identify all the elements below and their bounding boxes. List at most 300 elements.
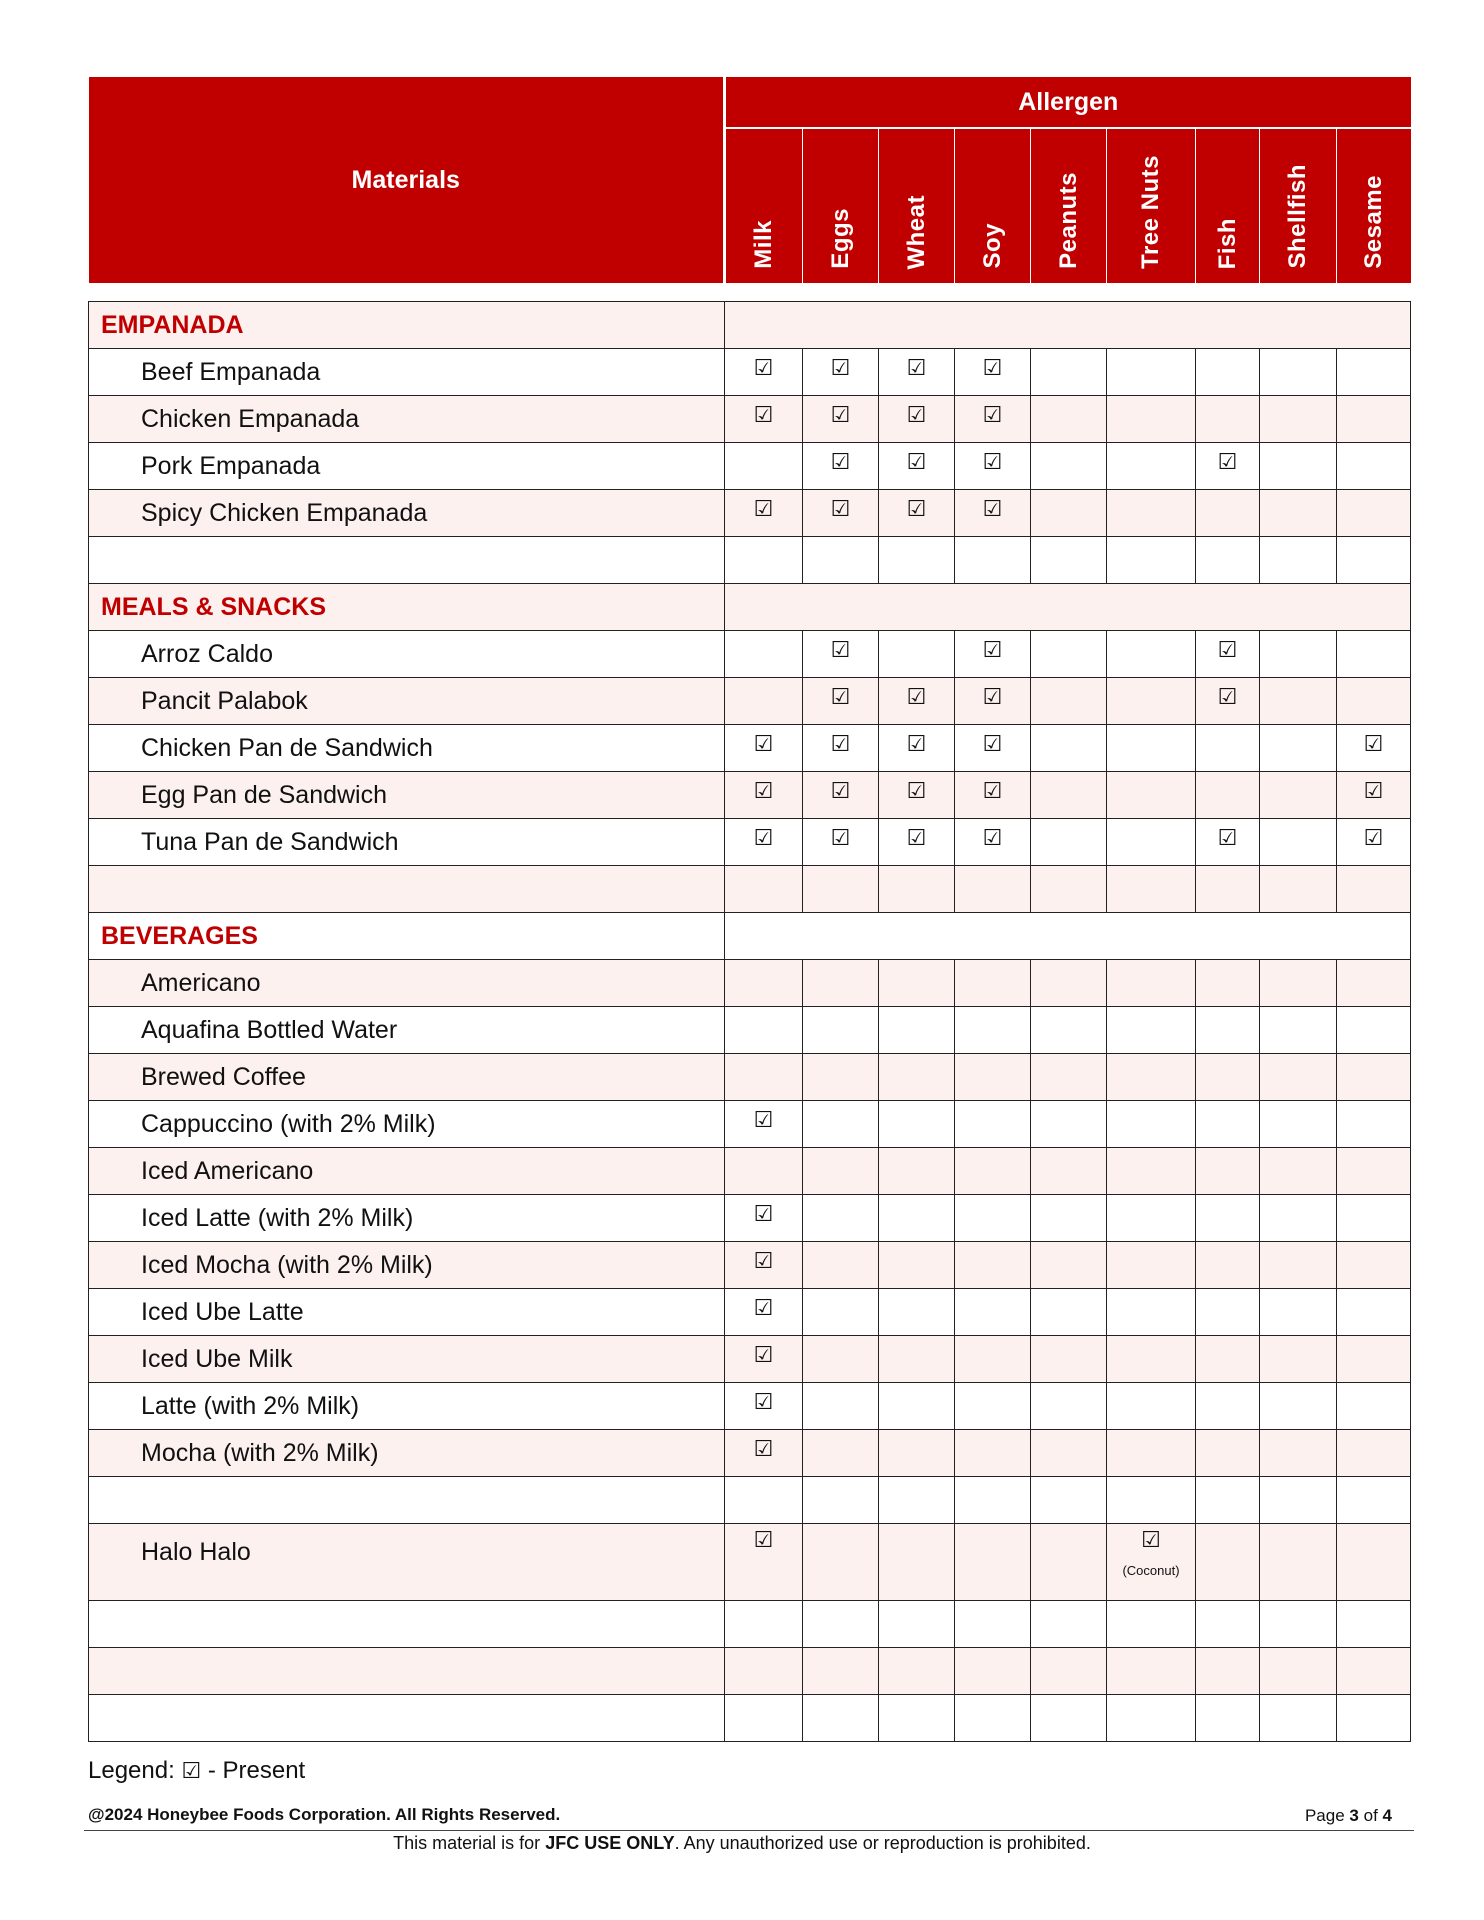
allergen-cell [1031,631,1107,678]
allergen-cell [1196,772,1260,819]
section-title: EMPANADA [89,302,725,349]
allergen-cell [955,1383,1031,1430]
allergen-cell [879,1695,955,1742]
table-row [89,1242,1411,1289]
material-name: Spicy Chicken Empanada [89,490,725,537]
allergen-cell [879,1336,955,1383]
table-row [89,1148,1411,1195]
allergen-cell [1260,772,1337,819]
section-row [89,584,1411,631]
allergen-cell [1196,1601,1260,1648]
allergen-cell [879,349,955,396]
allergen-label: Sesame [1359,175,1387,269]
allergen-cell [1107,1101,1196,1148]
allergen-cell [803,490,879,537]
allergen-cell [955,396,1031,443]
allergen-cell [1337,725,1411,772]
checkbox-checked-icon: ☑ [830,449,851,475]
allergen-cell [725,1289,803,1336]
allergen-cell [1031,537,1107,584]
allergen-cell [725,1336,803,1383]
allergen-cell [803,443,879,490]
checkbox-checked-icon: ☑ [982,449,1003,475]
allergen-cell [725,819,803,866]
allergen-cell [1337,678,1411,725]
allergen-cell [1260,443,1337,490]
allergen-cell [955,1477,1031,1524]
allergen-cell [1107,1477,1196,1524]
allergen-cell [879,396,955,443]
allergen-cell [725,1383,803,1430]
allergen-cell [1196,631,1260,678]
table-row [89,349,1411,396]
disclaimer [0,1833,1484,1854]
disclaimer-bold: JFC USE ONLY [545,1833,675,1853]
allergen-cell [1260,631,1337,678]
checkbox-checked-icon: ☑ [753,1295,774,1321]
allergen-cell [1337,1477,1411,1524]
blank-row [89,537,1411,584]
allergen-cell [1107,1336,1196,1383]
checkbox-checked-icon: ☑ [753,496,774,522]
allergen-cell [725,725,803,772]
checkbox-checked-icon: ☑ [906,496,927,522]
allergen-cell [1031,1289,1107,1336]
allergen-cell [1260,1601,1337,1648]
allergen-cell [879,1383,955,1430]
allergen-cell [1107,819,1196,866]
allergen-cell [1337,490,1411,537]
allergen-cell [1196,1648,1260,1695]
section-row [89,302,1411,349]
allergen-cell [879,631,955,678]
checkbox-checked-icon: ☑ [830,778,851,804]
allergen-col-milk [725,128,803,283]
allergen-cell [1260,1524,1337,1601]
allergen-cell [1031,443,1107,490]
section-fill [725,913,1411,960]
allergen-cell [803,396,879,443]
allergen-cell [955,1601,1031,1648]
page-number [1305,1806,1392,1826]
allergen-cell [1337,631,1411,678]
allergen-cell [1107,725,1196,772]
allergen-cell [1337,1648,1411,1695]
legend-text: - Present [207,1757,306,1784]
page-current: 3 [1349,1806,1359,1825]
allergen-cell [955,772,1031,819]
allergen-cell [1196,1054,1260,1101]
table-row [89,678,1411,725]
material-name: Americano [89,960,725,1007]
allergen-cell [879,1242,955,1289]
allergen-cell [1260,1148,1337,1195]
allergen-cell [1196,1101,1260,1148]
allergen-cell [725,1195,803,1242]
allergen-cell [955,1007,1031,1054]
allergen-cell [1337,1601,1411,1648]
allergen-cell [1107,1383,1196,1430]
allergen-cell [803,1289,879,1336]
allergen-cell [803,537,879,584]
allergen-cell [1337,1695,1411,1742]
allergen-cell [803,1054,879,1101]
allergen-cell [1031,1430,1107,1477]
allergen-cell [1107,490,1196,537]
allergen-cell [725,443,803,490]
allergen-cell [725,1601,803,1648]
allergen-cell [1260,1007,1337,1054]
allergen-cell [1107,396,1196,443]
allergen-cell [803,1383,879,1430]
allergen-cell [1337,960,1411,1007]
allergen-cell [725,349,803,396]
material-name: Halo Halo [89,1524,725,1601]
table-row [89,1336,1411,1383]
allergen-cell [803,1148,879,1195]
allergen-cell [1260,819,1337,866]
allergen-cell [1107,631,1196,678]
allergen-cell [879,1195,955,1242]
allergen-cell [879,725,955,772]
checkbox-checked-icon: ☑ [982,637,1003,663]
table-row [89,725,1411,772]
allergen-cell [1260,1242,1337,1289]
allergen-cell [1107,349,1196,396]
allergen-header: Allergen [725,77,1411,128]
allergen-cell [1337,349,1411,396]
checkbox-checked-icon: ☑ [906,825,927,851]
allergen-cell [1196,1383,1260,1430]
allergen-cell [1196,1695,1260,1742]
allergen-cell [803,1601,879,1648]
allergen-cell [1196,866,1260,913]
allergen-cell [1107,1601,1196,1648]
allergen-cell [725,1695,803,1742]
checkbox-checked-icon: ☑ [982,684,1003,710]
allergen-cell [1260,1195,1337,1242]
checkbox-checked-icon: ☑ [982,825,1003,851]
allergen-cell [1031,1524,1107,1601]
allergen-cell [1337,1336,1411,1383]
allergen-cell [1031,1242,1107,1289]
allergen-cell [1337,772,1411,819]
checkbox-checked-icon: ☑ [753,402,774,428]
allergen-cell [1107,960,1196,1007]
table-row [89,1007,1411,1054]
page-total: 4 [1382,1806,1392,1825]
table-row [89,1383,1411,1430]
materials-header: Materials [89,77,725,283]
section-title: MEALS & SNACKS [89,584,725,631]
material-name: Beef Empanada [89,349,725,396]
table-body [89,302,1411,1742]
allergen-cell [1031,678,1107,725]
allergen-cell [1031,725,1107,772]
allergen-cell [879,1054,955,1101]
allergen-cell [1031,1648,1107,1695]
material-name: Tuna Pan de Sandwich [89,819,725,866]
allergen-label: Milk [750,220,777,269]
allergen-cell [725,1007,803,1054]
allergen-cell [1260,1383,1337,1430]
allergen-cell [1196,1336,1260,1383]
allergen-cell [879,678,955,725]
allergen-cell [1031,960,1107,1007]
allergen-cell [1196,725,1260,772]
allergen-cell [803,725,879,772]
checkbox-checked-icon: ☑ [753,1107,774,1133]
allergen-cell [803,1101,879,1148]
allergen-label: Shellfish [1284,164,1311,269]
allergen-cell [879,866,955,913]
allergen-cell [803,772,879,819]
allergen-cell [955,1054,1031,1101]
allergen-cell [1107,1524,1196,1601]
allergen-cell [879,443,955,490]
checkbox-checked-icon: ☑ [982,402,1003,428]
allergen-cell [879,1430,955,1477]
allergen-cell [1031,1695,1107,1742]
allergen-cell [803,1336,879,1383]
blank-row [89,1695,1411,1742]
allergen-cell [1031,1007,1107,1054]
allergen-cell [955,678,1031,725]
allergen-cell [1196,678,1260,725]
allergen-cell [1196,1195,1260,1242]
allergen-cell [1107,1242,1196,1289]
checkbox-checked-icon: ☑ [753,1342,774,1368]
checkbox-checked-icon: ☑ [982,355,1003,381]
section-fill [725,584,1411,631]
allergen-cell [879,1148,955,1195]
allergen-label: Tree Nuts [1137,155,1164,269]
allergen-cell [1107,772,1196,819]
allergen-cell [803,1648,879,1695]
allergen-cell [1196,1430,1260,1477]
table-row [89,1054,1411,1101]
allergen-cell [803,960,879,1007]
allergen-cell [1196,960,1260,1007]
allergen-cell [1031,1477,1107,1524]
allergen-cell [1107,1054,1196,1101]
table-header [89,77,1411,283]
allergen-cell [955,490,1031,537]
allergen-cell [725,1101,803,1148]
allergen-cell [1337,1430,1411,1477]
allergen-cell [803,1430,879,1477]
allergen-cell [955,1695,1031,1742]
checkbox-checked-icon: ☑ [753,778,774,804]
allergen-cell [1337,396,1411,443]
table-row [89,1101,1411,1148]
checkbox-checked-icon: ☑ [753,1528,774,1553]
allergen-cell [1031,1054,1107,1101]
allergen-cell [725,1477,803,1524]
allergen-cell [1196,1007,1260,1054]
allergen-cell [955,960,1031,1007]
allergen-label: Soy [978,223,1006,269]
checkbox-checked-icon: ☑ [1217,637,1238,663]
allergen-cell [1107,1430,1196,1477]
checkbox-checked-icon: ☑ [1363,825,1384,851]
copyright-notice: @2024 Honeybee Foods Corporation. All Rights Reserved. [88,1805,561,1824]
blank-row [89,1477,1411,1524]
material-name: Latte (with 2% Milk) [89,1383,725,1430]
allergen-cell [725,960,803,1007]
allergen-cell [803,1695,879,1742]
allergen-cell [1260,725,1337,772]
allergen-cell [955,631,1031,678]
table-row [89,1195,1411,1242]
table-row [89,960,1411,1007]
allergen-cell [1337,1289,1411,1336]
material-name: Iced Americano [89,1148,725,1195]
allergen-cell [1107,1007,1196,1054]
allergen-cell [879,1289,955,1336]
allergen-cell [803,1524,879,1601]
material-name: Iced Latte (with 2% Milk) [89,1195,725,1242]
checkbox-checked-icon: ☑ [753,825,774,851]
checkbox-checked-icon: ☑ [1363,778,1384,804]
material-name [89,1477,725,1524]
allergen-cell [1260,1054,1337,1101]
allergen-cell [1337,537,1411,584]
disclaimer-pre: This material is for [393,1833,541,1853]
checkbox-checked-icon: ☑ [906,684,927,710]
legend-check-icon: ☑ [181,1759,202,1784]
allergen-cell [1107,1195,1196,1242]
allergen-cell [955,1336,1031,1383]
allergen-cell [1031,1148,1107,1195]
section-title: BEVERAGES [89,913,725,960]
allergen-col-fish [1196,128,1260,283]
material-name: Pancit Palabok [89,678,725,725]
allergen-cell [1260,960,1337,1007]
allergen-cell [803,819,879,866]
allergen-cell [955,537,1031,584]
allergen-table [88,77,1411,1742]
checkbox-checked-icon: ☑ [830,825,851,851]
footer-divider [84,1830,1414,1831]
allergen-cell [803,1195,879,1242]
allergen-cell [955,1101,1031,1148]
allergen-cell [1031,1101,1107,1148]
checkbox-checked-icon: ☑ [830,496,851,522]
allergen-cell [1031,819,1107,866]
allergen-cell [1337,1524,1411,1601]
checkbox-checked-icon: ☑ [830,402,851,428]
allergen-cell [1196,1242,1260,1289]
table-row [89,631,1411,678]
allergen-cell [1031,1601,1107,1648]
allergen-cell [955,819,1031,866]
table-row [89,819,1411,866]
section-fill [725,302,1411,349]
table-row [89,490,1411,537]
checkbox-checked-icon: ☑ [982,731,1003,757]
disclaimer-post: . Any unauthorized use or reproduction is prohibited. [674,1833,1091,1853]
allergen-cell [1337,1195,1411,1242]
allergen-cell [1260,490,1337,537]
allergen-cell [1196,819,1260,866]
allergen-cell [725,678,803,725]
section-row [89,913,1411,960]
allergen-cell [1031,490,1107,537]
allergen-cell [1260,1695,1337,1742]
allergen-cell [1196,537,1260,584]
allergen-col-peanuts [1031,128,1107,283]
table-row [89,1289,1411,1336]
allergen-cell [1107,1695,1196,1742]
allergen-col-eggs [803,128,879,283]
allergen-cell [1260,537,1337,584]
allergen-cell [1196,349,1260,396]
allergen-cell [725,1648,803,1695]
allergen-cell [879,1007,955,1054]
allergen-cell [879,1477,955,1524]
checkbox-checked-icon: ☑ [982,496,1003,522]
material-name: Egg Pan de Sandwich [89,772,725,819]
allergen-cell [1107,537,1196,584]
allergen-label: Eggs [826,208,854,269]
material-name: Brewed Coffee [89,1054,725,1101]
checkbox-checked-icon: ☑ [1141,1528,1161,1553]
allergen-label: Peanuts [1054,172,1082,269]
allergen-cell [1337,1148,1411,1195]
allergen-cell [1337,1101,1411,1148]
allergen-cell [1337,866,1411,913]
allergen-cell [1031,772,1107,819]
table-row [89,1524,1411,1601]
material-name: Chicken Empanada [89,396,725,443]
allergen-cell [955,866,1031,913]
checkbox-checked-icon: ☑ [906,778,927,804]
material-name: Iced Mocha (with 2% Milk) [89,1242,725,1289]
table-row [89,1430,1411,1477]
allergen-cell [1107,1648,1196,1695]
material-name [89,1601,725,1648]
allergen-cell [1107,1289,1196,1336]
allergen-cell [803,631,879,678]
page-mid: of [1363,1806,1378,1825]
allergen-cell [803,1242,879,1289]
allergen-cell [1260,1289,1337,1336]
checkbox-checked-icon: ☑ [1217,825,1238,851]
allergen-cell [725,1430,803,1477]
allergen-cell [1107,678,1196,725]
allergen-note: (Coconut) [1122,1563,1180,1578]
checkbox-checked-icon: ☑ [830,637,851,663]
material-name: Aquafina Bottled Water [89,1007,725,1054]
allergen-cell [955,349,1031,396]
allergen-cell [1260,1477,1337,1524]
allergen-cell [725,1054,803,1101]
allergen-label: Fish [1213,217,1241,269]
blank-row [89,1648,1411,1695]
allergen-cell [1260,866,1337,913]
allergen-cell [1337,1007,1411,1054]
blank-row [89,866,1411,913]
allergen-col-soy [955,128,1031,283]
checkbox-checked-icon: ☑ [753,1201,774,1227]
allergen-cell [955,1195,1031,1242]
allergen-cell [1196,1524,1260,1601]
checkbox-checked-icon: ☑ [753,731,774,757]
allergen-cell [955,1289,1031,1336]
checkbox-checked-icon: ☑ [753,1436,774,1462]
allergen-cell [879,772,955,819]
